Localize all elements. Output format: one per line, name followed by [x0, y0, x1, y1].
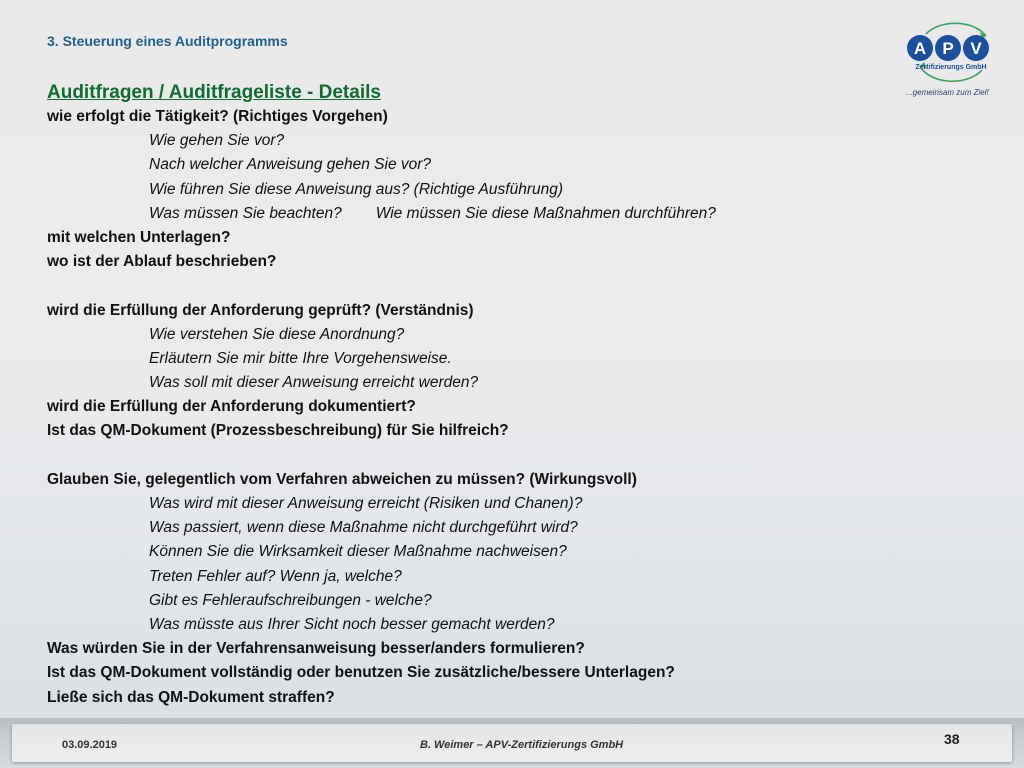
question-sub: Was müsste aus Ihrer Sicht noch besser gemacht werden?	[149, 615, 555, 633]
question-sub: Treten Fehler auf? Wenn ja, welche?	[149, 567, 402, 585]
question-sub: Können Sie die Wirksamkeit dieser Maßnahme nachweisen?	[149, 543, 567, 561]
question-main: wie erfolgt die Tätigkeit? (Richtiges Vorgehen)	[47, 108, 388, 125]
spacer	[47, 444, 977, 468]
tagline: ...gemeinsam zum Ziel!	[906, 88, 989, 97]
footer-date: 03.09.2019	[62, 739, 118, 751]
question-sub: Wie verstehen Sie diese Anordnung?	[149, 325, 405, 343]
question-sub: Erläutern Sie mir bitte Ihre Vorgehensweise.	[149, 349, 452, 367]
question-main: Ist das QM-Dokument (Prozessbeschreibung) für Sie hilfreich?	[47, 422, 509, 440]
footer-author: B. Weimer – APV-Zertifizierungs GmbH	[420, 739, 624, 751]
question-sub: Nach welcher Anweisung gehen Sie vor?	[149, 156, 432, 174]
svg-text:P: P	[942, 39, 954, 58]
question-sub: Was müssen Sie beachten?	[149, 204, 342, 222]
slide-heading: Auditfragen / Auditfrageliste - Details	[47, 82, 381, 103]
logo-subtitle: Zertifizierungs GmbH	[915, 64, 987, 71]
question-sub: Was wird mit dieser Anweisung erreicht (Risiken und Chanen)?	[149, 495, 583, 512]
question-main: wo ist der Ablauf beschrieben?	[47, 253, 277, 271]
question-main: wird die Erfüllung der Anforderung dokumentiert?	[47, 398, 416, 416]
question-sub: Wie müssen Sie diese Maßnahmen durchführen?	[375, 204, 716, 222]
section-title: 3. Steuerung eines Auditprogramms	[47, 33, 288, 49]
slide-content	[47, 80, 977, 710]
question-sub: Gibt es Fehleraufschreibungen - welche?	[149, 591, 432, 609]
question-sub: Wie gehen Sie vor?	[149, 132, 285, 150]
question-main: mit welchen Unterlagen?	[47, 228, 231, 246]
question-sub: Wie führen Sie diese Anweisung aus? (Richtige Ausführung)	[149, 180, 563, 198]
question-sub: Was soll mit dieser Anweisung erreicht werden?	[149, 374, 479, 392]
question-main: wird die Erfüllung der Anforderung geprüft? (Verständnis)	[47, 301, 474, 319]
spacer	[47, 274, 977, 298]
question-sub: Was passiert, wenn diese Maßnahme nicht durchgeführt wird?	[149, 519, 578, 537]
question-main: Ist das QM-Dokument vollständig oder benutzen Sie zusätzliche/bessere Unterlagen?	[47, 664, 675, 682]
question-main: Was würden Sie in der Verfahrensanweisung besser/anders formulieren?	[47, 640, 585, 658]
question-sub-row	[47, 202, 977, 226]
question-main: Ließe sich das QM-Dokument straffen?	[47, 688, 335, 706]
svg-text:A: A	[913, 39, 927, 58]
question-main: Glauben Sie, gelegentlich vom Verfahren abweichen zu müssen? (Wirkungsvoll)	[47, 470, 637, 488]
page-number: 38	[944, 731, 960, 747]
svg-text:V: V	[970, 39, 982, 58]
